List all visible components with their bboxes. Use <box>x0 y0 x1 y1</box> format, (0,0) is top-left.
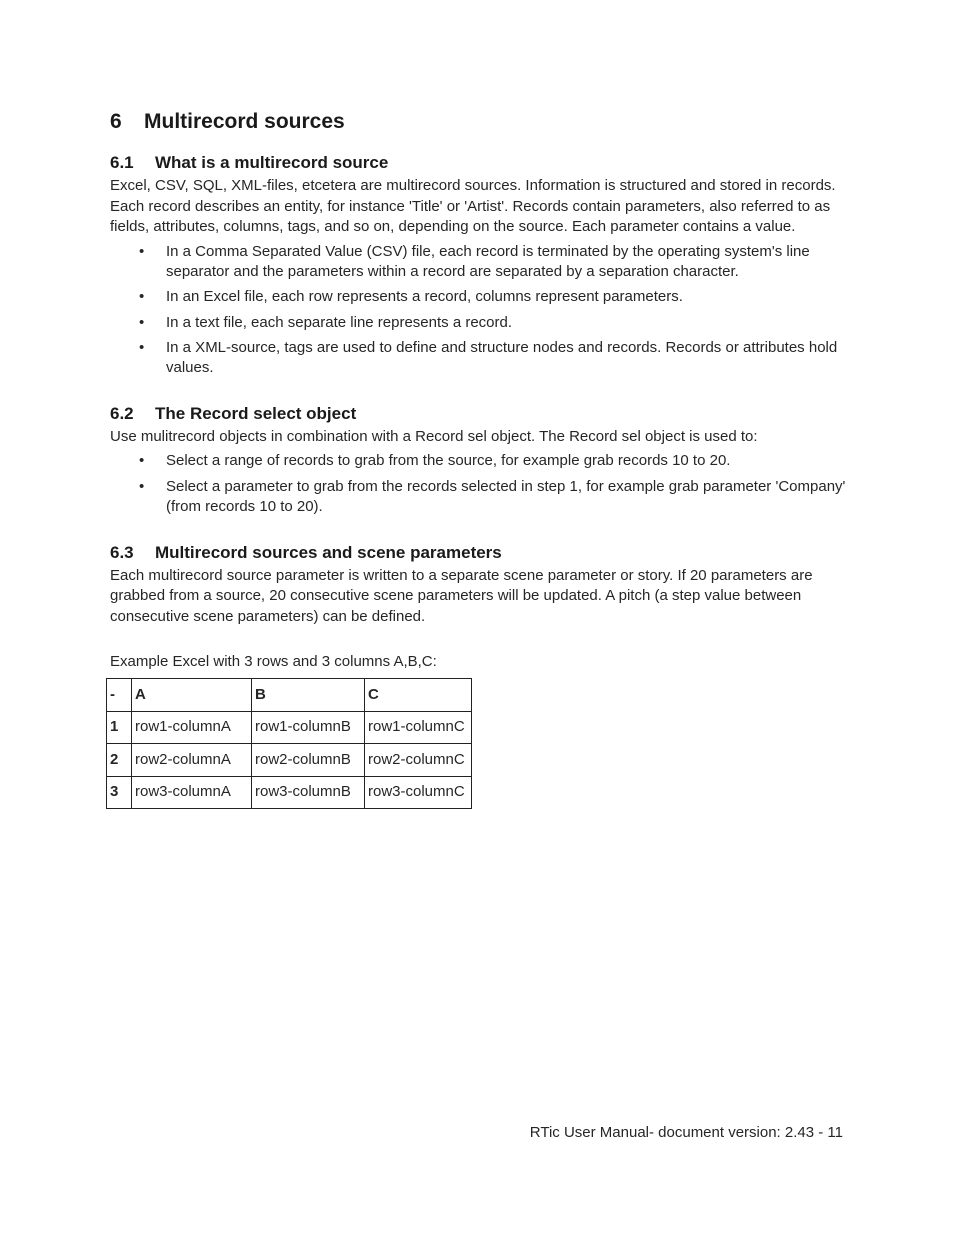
section-6-1 <box>110 152 850 379</box>
table-header-cell: C <box>365 679 472 712</box>
chapter-heading <box>110 108 850 136</box>
page-footer: RTic User Manual- document version: 2.43 - 11 <box>529 1124 843 1141</box>
table-cell: row3-columnB <box>252 776 365 809</box>
table-cell: row2-columnC <box>365 744 472 777</box>
bullet-list <box>110 451 850 517</box>
table-header-cell: B <box>252 679 365 712</box>
example-table <box>106 678 472 809</box>
table-row <box>107 776 472 809</box>
list-item-text: Select a parameter to grab from the records selected in step 1, for example grab parameter 'Company' (from records 10 to 20). <box>166 477 846 516</box>
section-heading <box>110 542 850 564</box>
table-row <box>107 711 472 744</box>
table-cell: row2-columnA <box>132 744 252 777</box>
section-heading <box>110 403 850 425</box>
table-row-number: 3 <box>107 776 132 809</box>
bullet-icon: • <box>139 313 145 331</box>
table-row-number: 2 <box>107 744 132 777</box>
section-heading <box>110 152 850 174</box>
table-cell: row1-columnC <box>365 711 472 744</box>
list-item-text: In a XML-source, tags are used to define and structure nodes and records. Records or attributes hold values. <box>166 338 838 377</box>
bullet-icon: • <box>139 338 145 356</box>
table-header-cell: - <box>107 679 132 712</box>
section-paragraph: Excel, CSV, SQL, XML-files, etcetera are multirecord sources. Information is structured and stored in records. Each record describes an entity, for instance 'Title' or 'Artist'. Records contain parameters, also referred to as fields, attributes, columns, tags, and so on, depending on the source. Each parameter contains a value. <box>110 177 836 236</box>
section-number: 6.1 <box>110 153 134 172</box>
example-caption: Example Excel with 3 rows and 3 columns A,B,C: <box>110 652 437 670</box>
table-header-cell: A <box>132 679 252 712</box>
list-item-text: In an Excel file, each row represents a record, columns represent parameters. <box>166 288 683 306</box>
section-paragraph: Each multirecord source parameter is written to a separate scene parameter or story. If 20 parameters are grabbed from a source, 20 consecutive scene parameters will be updated. A pitch (a step value between consecutive scene parameters) can be defined. <box>110 566 813 625</box>
section-title: The Record select object <box>155 403 357 423</box>
bullet-icon: • <box>139 288 145 306</box>
chapter-number: 6 <box>110 110 122 133</box>
table-cell: row3-columnA <box>132 776 252 809</box>
bullet-icon: • <box>139 477 145 495</box>
bullet-icon: • <box>139 452 145 470</box>
list-item-text: In a text file, each separate line represents a record. <box>166 313 513 331</box>
table-cell: row2-columnB <box>252 744 365 777</box>
list-item <box>110 242 850 283</box>
table-row-number: 1 <box>107 711 132 744</box>
list-item-text: In a Comma Separated Value (CSV) file, each record is terminated by the operating system's line separator and the parameters within a record are separated by a separation character. <box>166 242 810 281</box>
section-paragraph: Use mulitrecord objects in combination with a Record sel object. The Record sel object is used to: <box>110 427 758 445</box>
list-item <box>110 313 850 334</box>
list-item <box>110 451 850 472</box>
table-cell: row1-columnA <box>132 711 252 744</box>
list-item <box>110 338 850 379</box>
table-cell: row1-columnB <box>252 711 365 744</box>
bullet-icon: • <box>139 242 145 260</box>
section-6-2 <box>110 403 850 518</box>
table-cell: row3-columnC <box>365 776 472 809</box>
table-row <box>107 744 472 777</box>
section-title: Multirecord sources and scene parameters <box>155 542 502 562</box>
section-number: 6.2 <box>110 403 134 423</box>
document-page <box>110 108 850 809</box>
list-item-text: Select a range of records to grab from the source, for example grab records 10 to 20. <box>166 452 731 470</box>
section-6-3 <box>110 542 850 628</box>
list-item <box>110 477 850 518</box>
bullet-list <box>110 242 850 379</box>
section-title: What is a multirecord source <box>155 153 389 172</box>
table-header-row <box>107 679 472 712</box>
section-number: 6.3 <box>110 542 134 562</box>
chapter-title: Multirecord sources <box>144 110 345 133</box>
list-item <box>110 287 850 308</box>
